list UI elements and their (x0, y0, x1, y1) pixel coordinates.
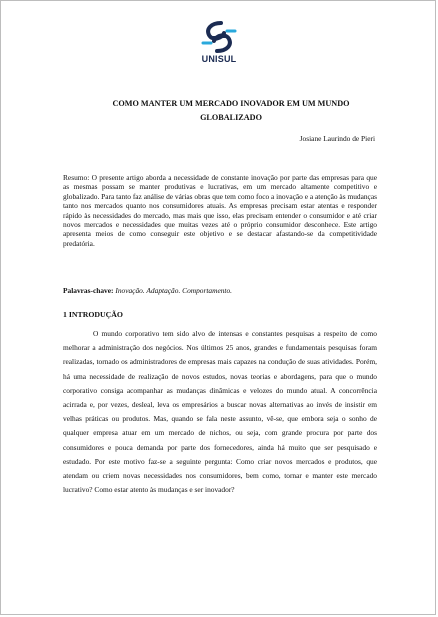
author-name: Josiane Laurindo de Pieri (299, 134, 375, 143)
logo-text: UNISUL (201, 54, 237, 64)
article-title: COMO MANTER UM MERCADO INOVADOR EM UM MUNDO GLOBALIZADO (112, 99, 350, 122)
keywords-label: Palavras-chave: (63, 286, 114, 295)
keywords-line (63, 286, 377, 295)
keywords-values: Inovação. Adaptação. Comportamento. (115, 286, 233, 295)
abstract-text: Resumo: O presente artigo aborda a necessidade de constante inovação por parte das empresas para que as mesmas possam se manter produtivas e lucrativas, em um mercado altamente competitivo e globalizado. Para tanto faz análise de várias obras que tem como foco a inovação e a atenção às mudanças tanto nos mercados quanto nos consumidores atuais. As empresas precisam estar atentas e responder rápido às necessidades do mercado, mas mais que isso, elas precisam entender o consumidor e até criar novos mercados e necessidades que muitas vezes até o próprio consumidor desconhece. Este artigo apresenta meios de como conseguir este objetivo e se destacar afastando-se da competitividade predatória. (63, 173, 377, 248)
intro-paragraph: O mundo corporativo tem sido alvo de intensas e constantes pesquisas a respeito de como melhorar a administração dos negócios. Nos últimos 25 anos, grandes e fundamentais pesquisas foram realizadas, tornado os administradores de empresas mais capazes na condução de suas atividades. Porém, há uma necessidade de realização de novos estudos, novas teorias e abordagens, para que o mundo corporativo consiga acompanhar as mudanças dinâmicas e velozes do mundo atual. A concorrência acirrada e, por vezes, desleal, leva os empresários a buscar novas alternativas ao invés de insistir em velhas práticas ou produtos. Mas, quando se fala neste assunto, vê-se, que embora seja o sonho de qualquer empresa atuar em um mercado de nichos, ou seja, com grande procura por parte dos consumidores e pouca demanda por parte dos fornecedores, ainda há muito que ser pesquisado e estudado. Por este motivo faz-se a seguinte pergunta: Como criar novos mercados e produtos, que atendam ou criem novas necessidades nos consumidores, bem como, tornar e manter este mercado lucrativo? Como estar atento às mudanças e ser inovador? (63, 329, 377, 495)
section-heading: 1 INTRODUÇÃO (63, 310, 123, 319)
